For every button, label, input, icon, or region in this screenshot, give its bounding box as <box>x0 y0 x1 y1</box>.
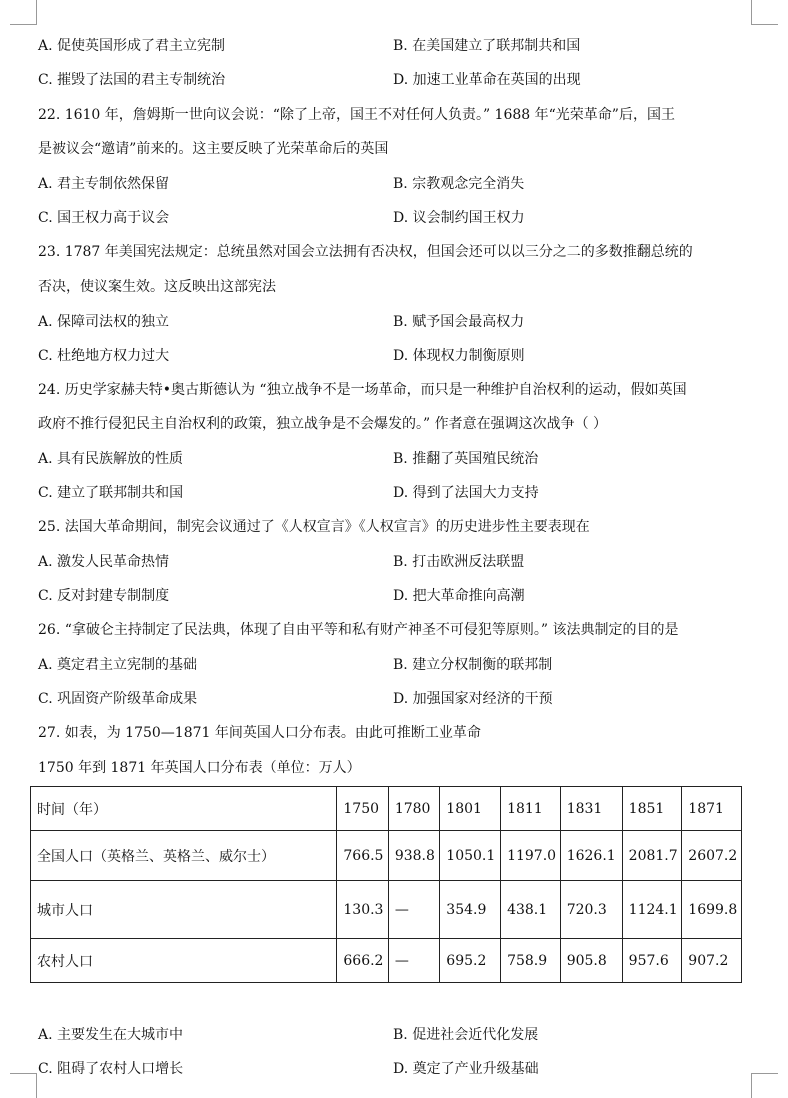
q25-option-a: A. 激发人民革命热情 <box>38 554 170 570</box>
q25-option-b: B. 打击欧洲反法联盟 <box>393 554 525 570</box>
table-cell: 130.3 <box>337 881 388 939</box>
q22-stem-line2: 是被议会“邀请”前来的。这主要反映了光荣革命后的英国 <box>38 141 389 157</box>
q23-option-d: D. 体现权力制衡原则 <box>393 348 525 364</box>
q21-option-a: A. 促使英国形成了君主立宪制 <box>38 38 226 54</box>
q22-option-d: D. 议会制约国王权力 <box>393 210 525 226</box>
table-cell: 957.6 <box>622 939 682 983</box>
q27-option-b: B. 促进社会近代化发展 <box>393 1027 539 1043</box>
table-cell: 695.2 <box>440 939 501 983</box>
q23-option-b: B. 赋予国会最高权力 <box>393 314 525 330</box>
q26-option-b: B. 建立分权制衡的联邦制 <box>393 657 553 673</box>
table-cell: 1699.8 <box>682 881 742 939</box>
table-header-cell: 1811 <box>501 787 561 831</box>
crop-mark-top-right <box>751 0 778 25</box>
table-header-cell: 1780 <box>388 787 439 831</box>
q26-stem-line1: 26. “拿破仑主持制定了民法典，体现了自由平等和私有财产神圣不可侵犯等原则。” 该法典制定的目的是 <box>38 622 679 638</box>
table-cell: 1197.0 <box>501 831 561 881</box>
q27-stem-line1: 27. 如表，为 1750—1871 年间英国人口分布表。由此可推断工业革命 <box>38 725 481 741</box>
table-header-row <box>31 787 742 831</box>
q21-option-b: B. 在美国建立了联邦制共和国 <box>393 38 581 54</box>
q26-option-c: C. 巩固资产阶级革命成果 <box>38 691 198 707</box>
table-caption: 1750 年到 1871 年英国人口分布表（单位：万人） <box>38 760 361 776</box>
population-table <box>30 786 742 983</box>
table-cell: 354.9 <box>440 881 501 939</box>
table-cell: 1124.1 <box>622 881 682 939</box>
table-header-cell: 1851 <box>622 787 682 831</box>
table-cell: 农村人口 <box>31 939 337 983</box>
table-cell: 全国人口（英格兰、英格兰、威尔士） <box>31 831 337 881</box>
table-cell: 907.2 <box>682 939 742 983</box>
q26-option-d: D. 加强国家对经济的干预 <box>393 691 553 707</box>
q25-stem-line1: 25. 法国大革命期间，制宪会议通过了《人权宣言》《人权宣言》的历史进步性主要表现在 <box>38 519 590 535</box>
table-cell: 2607.2 <box>682 831 742 881</box>
q22-option-c: C. 国王权力高于议会 <box>38 210 170 226</box>
q21-option-d: D. 加速工业革命在英国的出现 <box>393 72 581 88</box>
q24-option-b: B. 推翻了英国殖民统治 <box>393 451 539 467</box>
q27-option-a: A. 主要发生在大城市中 <box>38 1027 184 1043</box>
table-cell: 905.8 <box>560 939 622 983</box>
table-cell: 2081.7 <box>622 831 682 881</box>
q23-stem-line2: 否决，使议案生效。这反映出这部宪法 <box>38 279 276 295</box>
q24-option-d: D. 得到了法国大力支持 <box>393 485 539 501</box>
table-cell: 666.2 <box>337 939 388 983</box>
crop-mark-bottom-right <box>751 1073 778 1098</box>
table-header-cell: 1801 <box>440 787 501 831</box>
q22-option-a: A. 君主专制依然保留 <box>38 176 170 192</box>
table-cell: 720.3 <box>560 881 622 939</box>
table-row-urban <box>31 881 742 939</box>
q24-option-a: A. 具有民族解放的性质 <box>38 451 184 467</box>
q24-stem-line2: 政府不推行侵犯民主自治权利的政策，独立战争是不会爆发的。” 作者意在强调这次战争（ ） <box>38 416 608 432</box>
q22-option-b: B. 宗教观念完全消失 <box>393 176 525 192</box>
q22-stem-line1: 22. 1610 年，詹姆斯一世向议会说：“除了上帝，国王不对任何人负责。” 1688 年“光荣革命”后，国王 <box>38 107 675 123</box>
q23-stem-line1: 23. 1787 年美国宪法规定：总统虽然对国会立法拥有否决权，但国会还可以以三分之二的多数推翻总统的 <box>38 244 693 260</box>
table-row-national <box>31 831 742 881</box>
table-header-cell: 时间（年） <box>31 787 337 831</box>
table-cell: — <box>388 939 439 983</box>
q24-option-c: C. 建立了联邦制共和国 <box>38 485 184 501</box>
table-cell: — <box>388 881 439 939</box>
table-cell: 1626.1 <box>560 831 622 881</box>
table-header-cell: 1871 <box>682 787 742 831</box>
crop-mark-top-left <box>10 0 37 25</box>
q21-option-c: C. 摧毁了法国的君主专制统治 <box>38 72 226 88</box>
q27-option-d: D. 奠定了产业升级基础 <box>393 1061 539 1077</box>
table-row-rural <box>31 939 742 983</box>
table-cell: 438.1 <box>501 881 561 939</box>
crop-mark-bottom-left <box>10 1073 37 1098</box>
table-header-cell: 1831 <box>560 787 622 831</box>
q23-option-a: A. 保障司法权的独立 <box>38 314 170 330</box>
q24-stem-line1: 24. 历史学家赫夫特•奥古斯德认为 “独立战争不是一场革命，而只是一种维护自治权利的运动，假如英国 <box>38 382 687 398</box>
q23-option-c: C. 杜绝地方权力过大 <box>38 348 170 364</box>
table-cell: 城市人口 <box>31 881 337 939</box>
table-cell: 758.9 <box>501 939 561 983</box>
q26-option-a: A. 奠定君主立宪制的基础 <box>38 657 198 673</box>
table-cell: 938.8 <box>388 831 439 881</box>
table-cell: 766.5 <box>337 831 388 881</box>
q27-option-c: C. 阻碍了农村人口增长 <box>38 1061 184 1077</box>
table-cell: 1050.1 <box>440 831 501 881</box>
table-header-cell: 1750 <box>337 787 388 831</box>
q25-option-c: C. 反对封建专制制度 <box>38 588 170 604</box>
q25-option-d: D. 把大革命推向高潮 <box>393 588 525 604</box>
